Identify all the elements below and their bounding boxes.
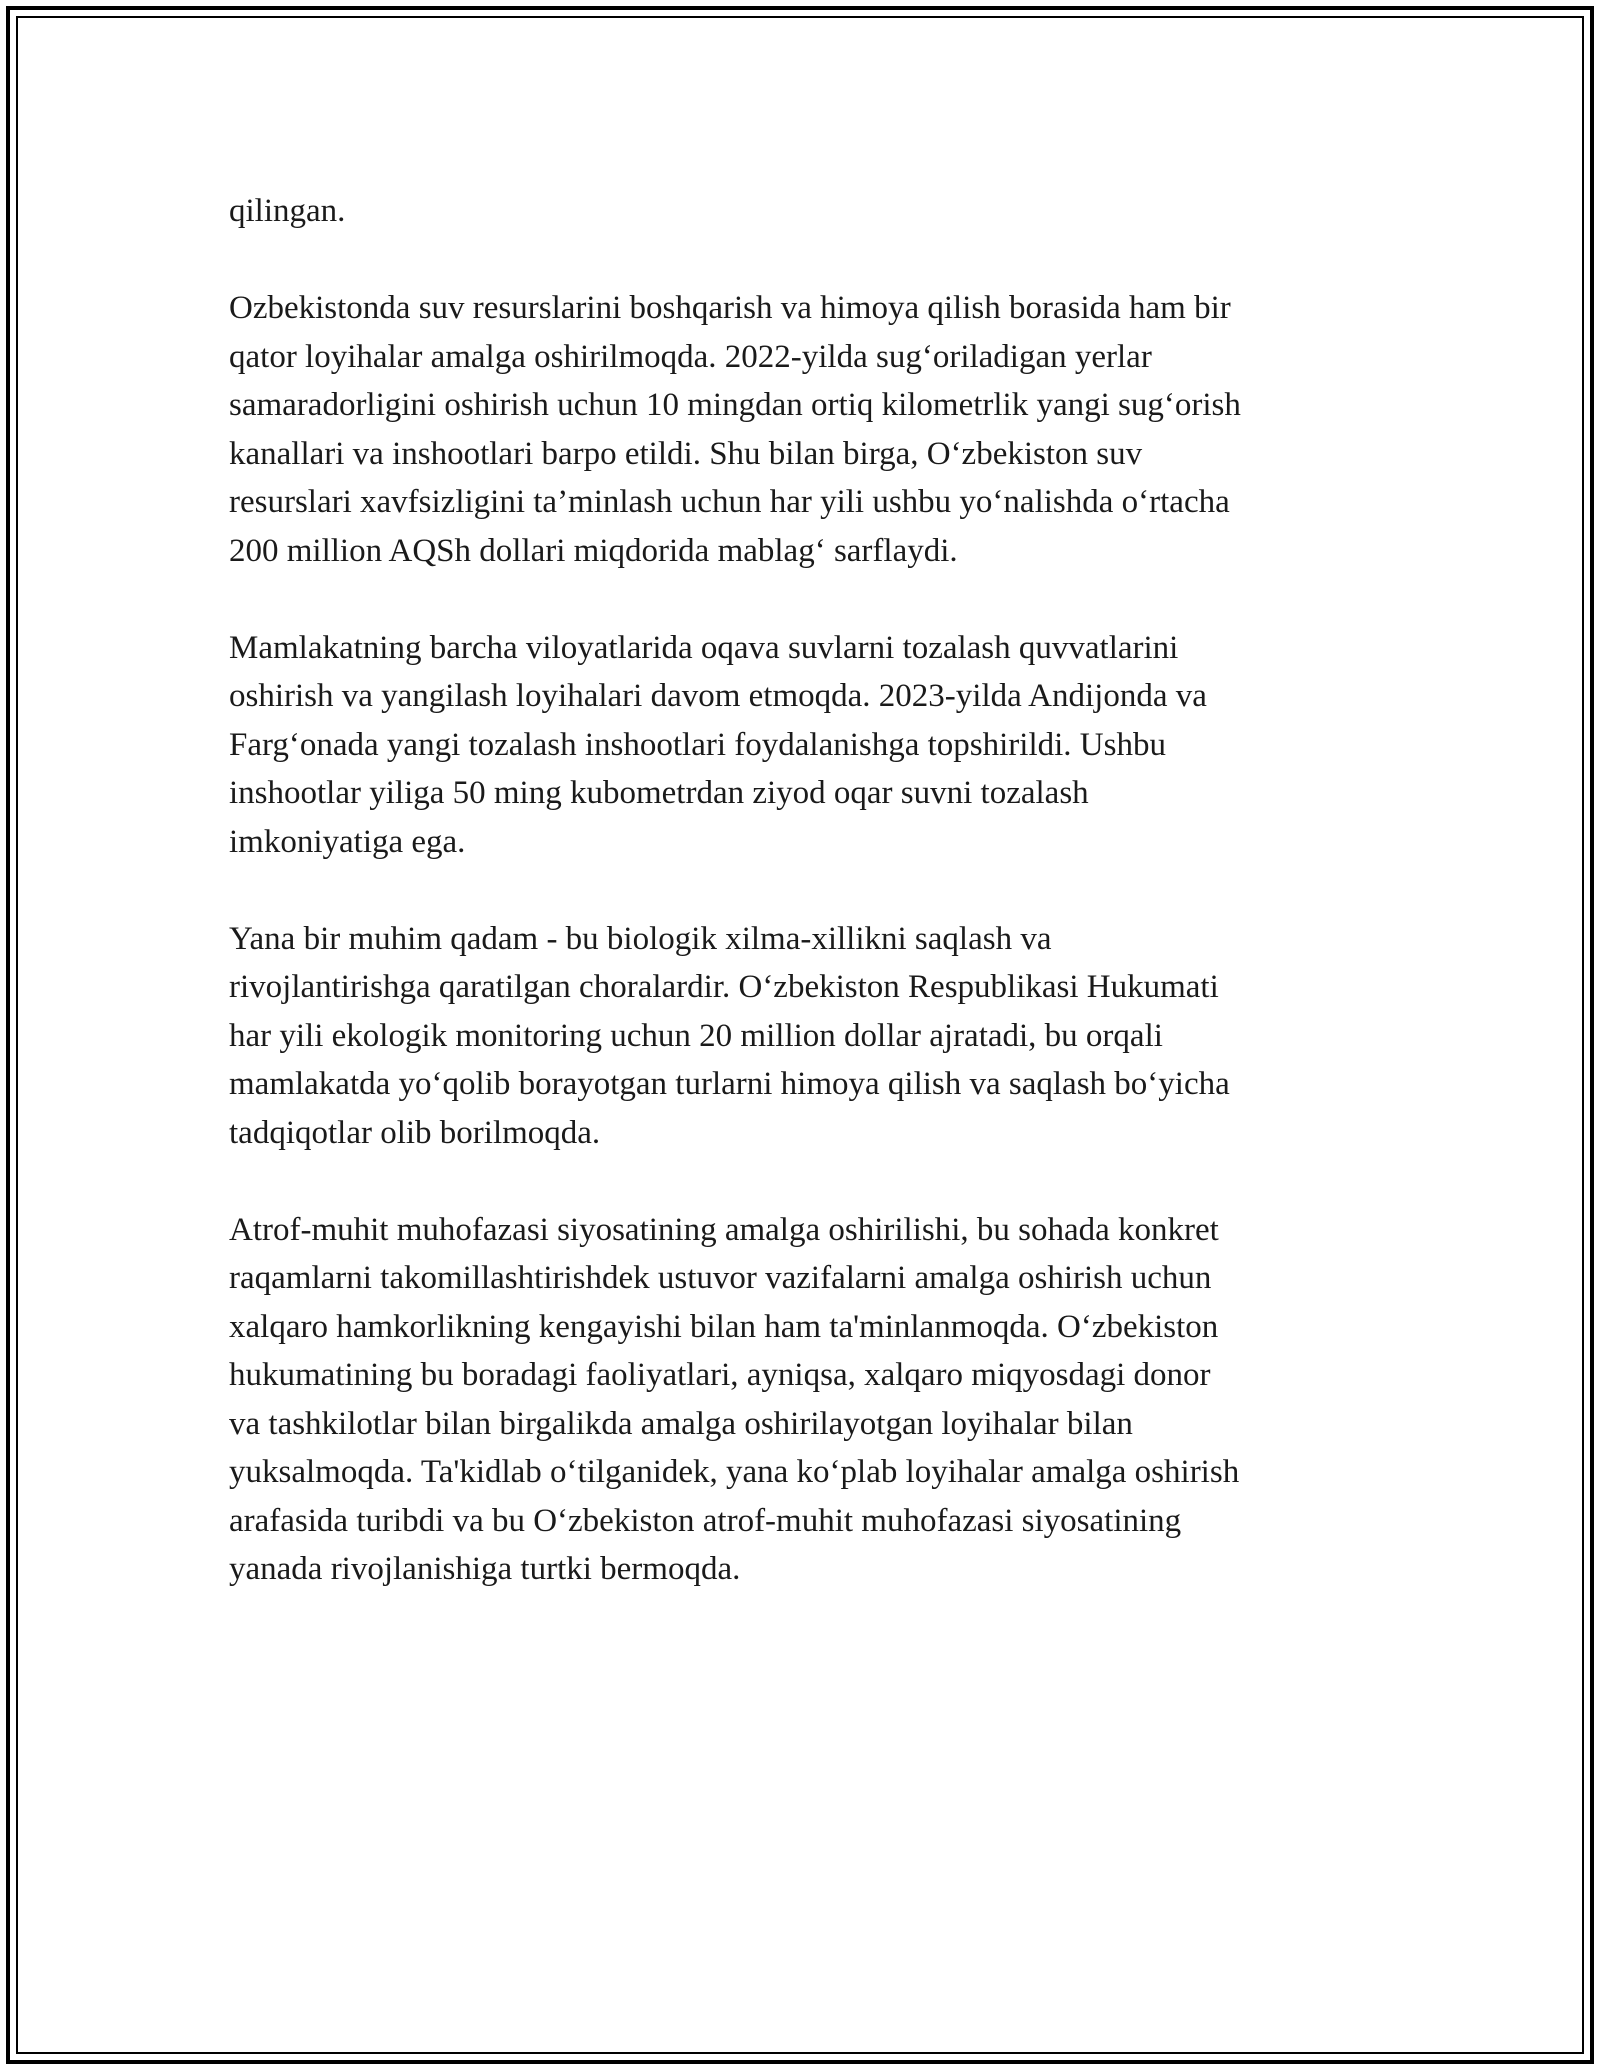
text-line: imkoniyatiga ega. bbox=[229, 823, 466, 860]
text-line: inshootlar yiliga 50 ming kubometrdan ziyod oqar suvni tozalash bbox=[229, 775, 1089, 811]
text-line: 200 million AQSh dollari miqdorida mablag‘ sarflaydi. bbox=[229, 532, 958, 569]
text-line: Ozbekistonda suv resurslarini boshqarish va himoya qilish borasida ham bir bbox=[229, 290, 1231, 326]
text-line: tadqiqotlar olib borilmoqda. bbox=[229, 1114, 601, 1151]
text-line: Atrof-muhit muhofazasi siyosatining amalga oshirilishi, bu sohada konkret bbox=[229, 1211, 1219, 1248]
text-line: yuksalmoqda. Ta'kidlab o‘tilganidek, yana ko‘plab loyihalar amalga oshirish bbox=[229, 1454, 1240, 1490]
text-line: raqamlarni takomillashtirishdek ustuvor vazifalarni amalga oshirish uchun bbox=[229, 1260, 1212, 1296]
text-line: kanallari va inshootlari barpo etildi. Shu bilan birga, O‘zbekiston suv bbox=[229, 435, 1143, 472]
text-line: xalqaro hamkorlikning kengayishi bilan ham ta'minlanmoqda. O‘zbekiston bbox=[229, 1308, 1219, 1345]
text-line: qator loyihalar amalga oshirilmoqda. 2022-yilda sug‘oriladigan yerlar bbox=[229, 338, 1152, 375]
paragraph-3 bbox=[229, 624, 1369, 867]
paragraph-5 bbox=[229, 1206, 1369, 1594]
text-line: va tashkilotlar bilan birgalikda amalga oshirilayotgan loyihalar bilan bbox=[229, 1405, 1133, 1442]
text-line: oshirish va yangilash loyihalari davom etmoqda. 2023-yilda Andijonda va bbox=[229, 678, 1207, 714]
paragraph-4 bbox=[229, 915, 1369, 1158]
text-line: har yili ekologik monitoring uchun 20 million dollar ajratadi, bu orqali bbox=[229, 1017, 1163, 1054]
document-body bbox=[229, 187, 1369, 1642]
text-line: arafasida turibdi va bu O‘zbekiston atrof-muhit muhofazasi siyosatining bbox=[229, 1502, 1182, 1539]
text-line: yanada rivojlanishiga turtki bermoqda. bbox=[229, 1551, 741, 1587]
text-line: Yana bir muhim qadam - bu biologik xilma-xillikni saqlash va bbox=[229, 920, 1052, 957]
paragraph-2 bbox=[229, 284, 1369, 575]
text-line: resurslari xavfsizligini ta’minlash uchun har yili ushbu yo‘nalishda o‘rtacha bbox=[229, 484, 1230, 520]
text-line: qilingan. bbox=[229, 193, 346, 229]
paragraph-1 bbox=[229, 187, 1369, 236]
text-line: hukumatining bu boradagi faoliyatlari, ayniqsa, xalqaro miqyosdagi donor bbox=[229, 1357, 1211, 1393]
text-line: Mamlakatning barcha viloyatlarida oqava suvlarni tozalash quvvatlarini bbox=[229, 629, 1179, 666]
text-line: Farg‘onada yangi tozalash inshootlari foydalanishga topshirildi. Ushbu bbox=[229, 726, 1166, 763]
text-line: rivojlantirishga qaratilgan choralardir. O‘zbekiston Respublikasi Hukumati bbox=[229, 969, 1219, 1005]
text-line: mamlakatda yo‘qolib borayotgan turlarni himoya qilish va saqlash bo‘yicha bbox=[229, 1066, 1230, 1102]
text-line: samaradorligini oshirish uchun 10 mingdan ortiq kilometrlik yangi sug‘orish bbox=[229, 387, 1241, 423]
